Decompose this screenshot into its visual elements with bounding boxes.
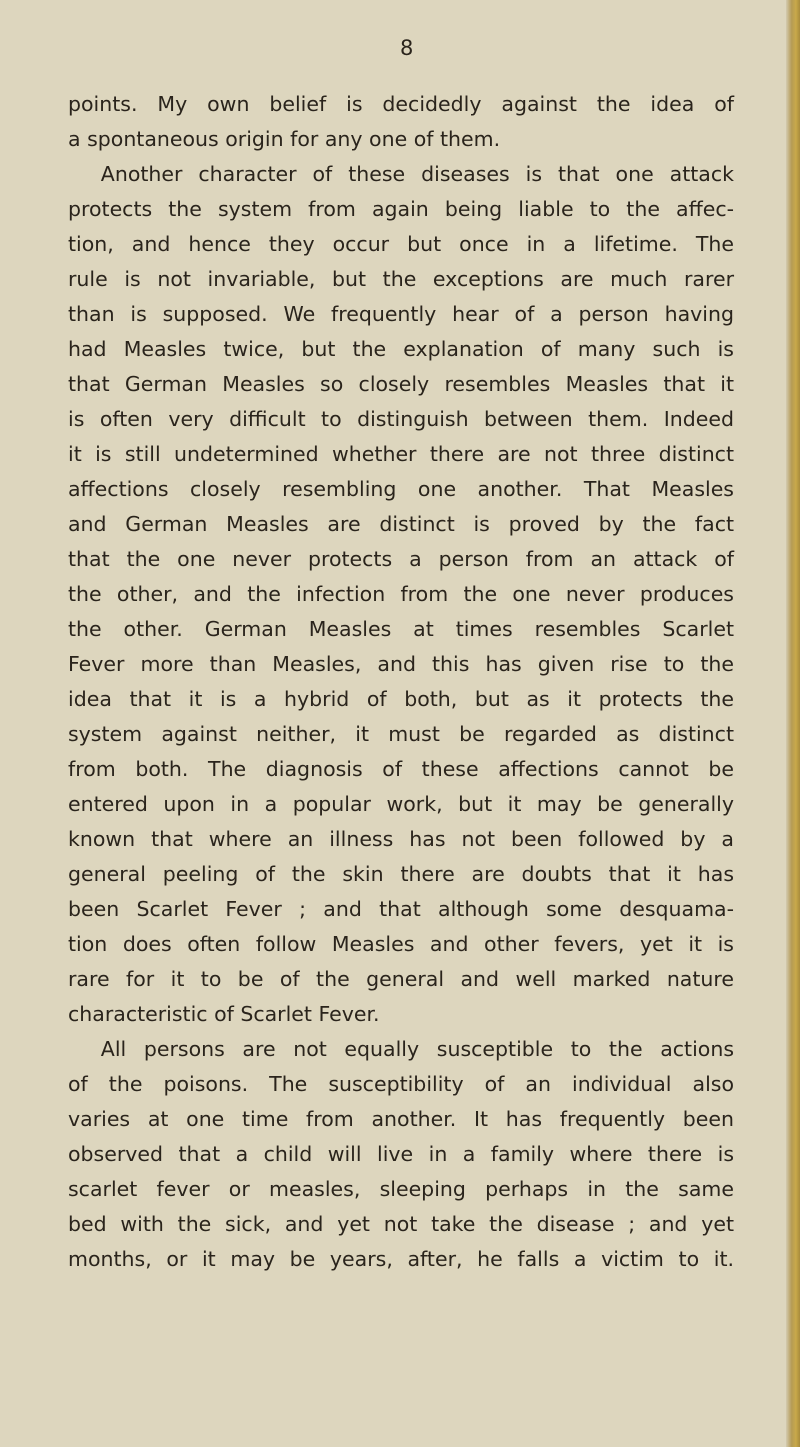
text-line: and German Measles are distinct is proved by the fact: [68, 512, 734, 536]
text-line: points. My own belief is decidedly against the idea of: [68, 92, 734, 116]
text-line: from both. The diagnosis of these affections cannot be: [68, 757, 734, 781]
text-line: than is supposed. We frequently hear of a person having: [68, 302, 734, 326]
text-line: that German Measles so closely resembles Measles that it: [68, 372, 734, 396]
body-text: [68, 87, 734, 1277]
text-line: entered upon in a popular work, but it may be generally: [68, 792, 734, 816]
text-line: system against neither, it must be regarded as distinct: [68, 722, 734, 746]
text-line: a spontaneous origin for any one of them.: [68, 127, 501, 151]
text-line: tion does often follow Measles and other fevers, yet it is: [68, 932, 734, 956]
text-line: months, or it may be years, after, he falls a victim to it.: [68, 1247, 734, 1271]
text-line: bed with the sick, and yet not take the disease ; and yet: [68, 1212, 734, 1236]
text-line: observed that a child will live in a family where there is: [68, 1142, 734, 1166]
text-line: is often very difficult to distinguish between them. Indeed: [68, 407, 734, 431]
text-line: rule is not invariable, but the exceptions are much rarer: [68, 267, 734, 291]
text-line: varies at one time from another. It has frequently been: [68, 1107, 734, 1131]
page-number: 8: [400, 36, 414, 60]
text-line: affections closely resembling one another. That Measles: [68, 477, 734, 501]
text-line: rare for it to be of the general and well marked nature: [68, 967, 734, 991]
text-line: it is still undetermined whether there are not three distinct: [68, 442, 734, 466]
text-line: been Scarlet Fever ; and that although some desquama-: [68, 897, 734, 921]
text-line: of the poisons. The susceptibility of an individual also: [68, 1072, 734, 1096]
text-line: characteristic of Scarlet Fever.: [68, 1002, 380, 1026]
text-line: Fever more than Measles, and this has given rise to the: [68, 652, 734, 676]
text-line: protects the system from again being liable to the affec-: [68, 197, 734, 221]
text-line: general peeling of the skin there are doubts that it has: [68, 862, 734, 886]
text-line: All persons are not equally susceptible to the actions: [100, 1037, 734, 1061]
page-edge: [786, 0, 800, 1447]
text-line: idea that it is a hybrid of both, but as it protects the: [68, 687, 734, 711]
text-line: the other, and the infection from the one never produces: [68, 582, 734, 606]
text-line: Another character of these diseases is that one attack: [100, 162, 734, 186]
text-line: had Measles twice, but the explanation of many such is: [68, 337, 734, 361]
text-line: tion, and hence they occur but once in a lifetime. The: [68, 232, 734, 256]
text-line: that the one never protects a person from an attack of: [68, 547, 734, 571]
text-line: the other. German Measles at times resembles Scarlet: [68, 617, 734, 641]
text-line: scarlet fever or measles, sleeping perhaps in the same: [68, 1177, 734, 1201]
text-line: known that where an illness has not been followed by a: [68, 827, 734, 851]
